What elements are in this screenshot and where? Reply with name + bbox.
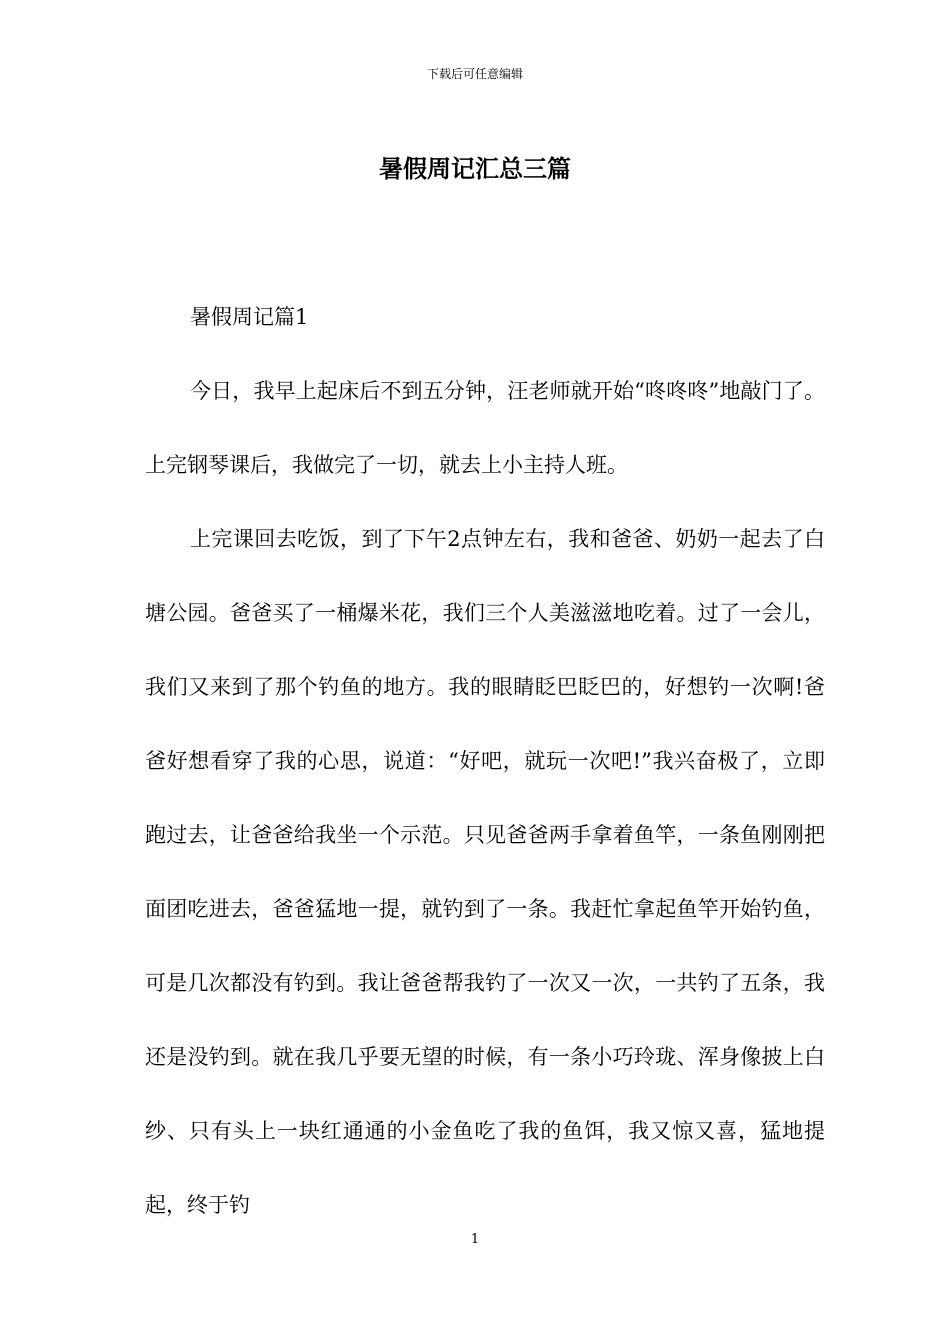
- page-number: 1: [470, 1232, 480, 1247]
- body-paragraph: 今日，我早上起床后不到五分钟，汪老师就开始“咚咚咚”地敲门了。上完钢琴课后，我做完了一切，就去上小主持人班。: [145, 379, 825, 477]
- document-title: 暑假周记汇总三篇: [379, 154, 571, 183]
- header-note: 下载后可任意编辑: [426, 67, 523, 81]
- body-paragraph: 上完课回去吃饭，到了下午2点钟左右，我和爸爸、奶奶一起去了白塘公园。爸爸买了一桶爆米花，我们三个人美滋滋地吃着。过了一会儿，我们又来到了那个钓鱼的地方。我的眼睛眨巴眨巴的，好想钓一次啊!爸爸好想看穿了我的心思，说道：“好吧，就玩一次吧!”我兴奋极了，立即跑过去，让爸爸给我坐一个示范。只见爸爸两手拿着鱼竿，一条鱼刚刚把面团吃进去，爸爸猛地一提，就钓到了一条。我赶忙拿起鱼竿开始钓鱼，可是几次都没有钓到。我让爸爸帮我钓了一次又一次，一共钓了五条，我还是没钓到。就在我几乎要无望的时候，有一条小巧玲珑、浑身像披上白纱、只有头上一块红通通的小金鱼吃了我的鱼饵，我又惊又喜，猛地提起，终于钓: [145, 527, 825, 1217]
- document-body: [145, 280, 825, 1242]
- section-heading: 暑假周记篇1: [190, 305, 309, 329]
